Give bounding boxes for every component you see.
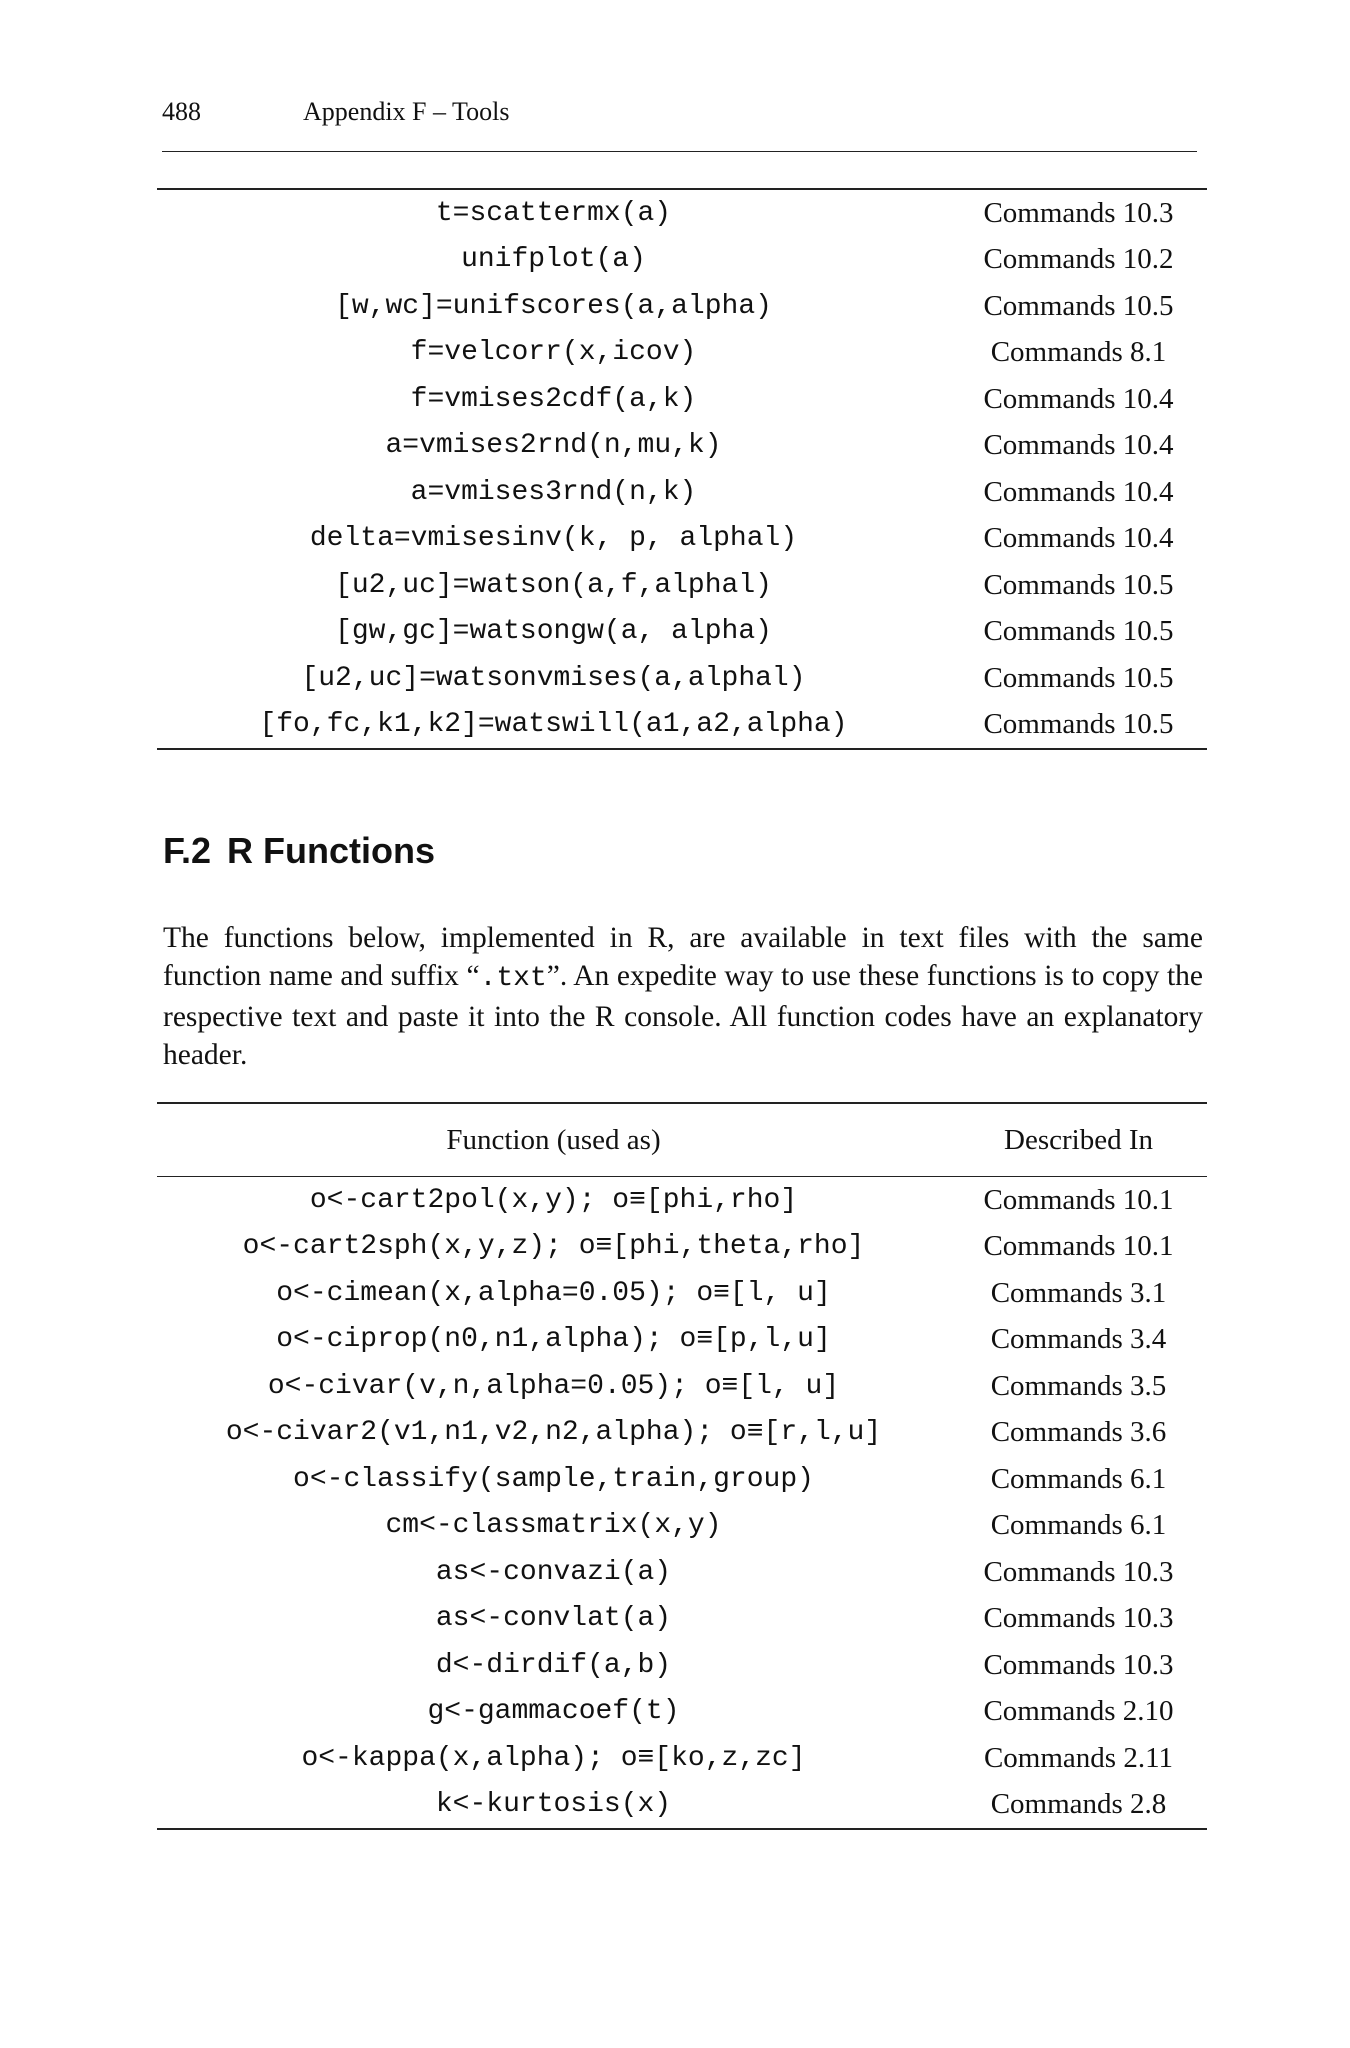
column-header-function: Function (used as) xyxy=(157,1103,950,1177)
function-cell: o<-cart2pol(x,y); o≡[phi,rho] xyxy=(309,1184,798,1216)
section-title: R Functions xyxy=(227,830,436,871)
function-cell: k<-kurtosis(x) xyxy=(435,1789,672,1821)
table-row xyxy=(157,189,1207,237)
function-cell: unifplot(a) xyxy=(461,244,646,276)
page-number: 488 xyxy=(162,97,201,126)
table-row xyxy=(157,376,1207,423)
described-in-cell: Commands 2.8 xyxy=(990,1788,1167,1821)
table-row xyxy=(157,516,1207,563)
table-row xyxy=(157,283,1207,330)
column-header-described-in: Described In xyxy=(950,1103,1207,1177)
described-in-cell: Commands 10.5 xyxy=(983,615,1174,648)
described-in-cell: Commands 10.5 xyxy=(983,289,1174,322)
described-in-cell: Commands 3.5 xyxy=(990,1369,1167,1402)
described-in-cell: Commands 10.2 xyxy=(983,243,1174,276)
function-cell: cm<-classmatrix(x,y) xyxy=(385,1510,722,1542)
function-cell: [u2,uc]=watsonvmises(a,alphal) xyxy=(301,662,806,694)
table-header-row xyxy=(157,1103,1207,1177)
function-cell: d<-dirdif(a,b) xyxy=(435,1649,672,1681)
table-row xyxy=(157,1270,1207,1317)
table-row xyxy=(157,1689,1207,1736)
table-row xyxy=(157,1596,1207,1643)
described-in-cell: Commands 8.1 xyxy=(990,336,1167,369)
table-row xyxy=(157,609,1207,656)
described-in-cell: Commands 3.6 xyxy=(990,1416,1167,1449)
described-in-cell: Commands 10.4 xyxy=(983,382,1174,415)
described-in-cell: Commands 6.1 xyxy=(990,1462,1167,1495)
table-row xyxy=(157,1735,1207,1782)
running-title: Appendix F – Tools xyxy=(303,97,510,126)
table-row xyxy=(157,655,1207,702)
function-cell: g<-gammacoef(t) xyxy=(427,1696,680,1728)
described-in-cell: Commands 10.5 xyxy=(983,568,1174,601)
function-cell: delta=vmisesinv(k, p, alphal) xyxy=(309,523,798,555)
table-row xyxy=(157,237,1207,284)
table-row xyxy=(157,1456,1207,1503)
function-cell: a=vmises2rnd(n,mu,k) xyxy=(385,430,722,462)
described-in-cell: Commands 10.4 xyxy=(983,475,1174,508)
function-cell: o<-cart2sph(x,y,z); o≡[phi,theta,rho] xyxy=(242,1231,865,1263)
table-row xyxy=(157,562,1207,609)
function-cell: as<-convlat(a) xyxy=(435,1603,672,1635)
described-in-cell: Commands 10.3 xyxy=(983,1602,1174,1635)
described-in-cell: Commands 2.10 xyxy=(983,1695,1174,1728)
paragraph-text-2: ”. An expedite way to use these functions is to copy the respective text and paste it into the R console. All function codes have an explanatory header. xyxy=(163,960,1203,1071)
described-in-cell: Commands 3.1 xyxy=(990,1276,1167,1309)
function-cell: [gw,gc]=watsongw(a, alpha) xyxy=(335,616,772,648)
matlab-functions-table xyxy=(157,188,1207,750)
r-functions-table xyxy=(157,1102,1207,1830)
table-row xyxy=(157,1177,1207,1224)
table-row xyxy=(157,469,1207,516)
suffix-code: .txt xyxy=(479,963,547,994)
table-row xyxy=(157,1642,1207,1689)
described-in-cell: Commands 10.3 xyxy=(983,1648,1174,1681)
table-row xyxy=(157,1410,1207,1457)
table-row xyxy=(157,423,1207,470)
function-cell: o<-ciprop(n0,n1,alpha); o≡[p,l,u] xyxy=(276,1324,831,1356)
described-in-cell: Commands 10.4 xyxy=(983,429,1174,462)
function-cell: [u2,uc]=watson(a,f,alphal) xyxy=(335,569,772,601)
table-row xyxy=(157,330,1207,377)
table-row xyxy=(157,1503,1207,1550)
page-header xyxy=(162,97,1197,152)
function-cell: t=scattermx(a) xyxy=(435,197,672,229)
described-in-cell: Commands 10.3 xyxy=(983,1555,1174,1588)
described-in-cell: Commands 6.1 xyxy=(990,1509,1167,1542)
described-in-cell: Commands 10.3 xyxy=(983,196,1174,229)
described-in-cell: Commands 2.11 xyxy=(983,1741,1174,1774)
described-in-cell: Commands 10.1 xyxy=(983,1230,1174,1263)
function-cell: f=velcorr(x,icov) xyxy=(410,337,697,369)
function-cell: [fo,fc,k1,k2]=watswill(a1,a2,alpha) xyxy=(259,709,848,741)
function-cell: [w,wc]=unifscores(a,alpha) xyxy=(335,290,772,322)
described-in-cell: Commands 10.4 xyxy=(983,522,1174,555)
paragraph-text-1: The functions below, implemented in R, are available in text files with the same function name and suffix “ xyxy=(163,922,1203,992)
function-cell: as<-convazi(a) xyxy=(435,1556,672,1588)
table-row xyxy=(157,1782,1207,1830)
function-cell: o<-cimean(x,alpha=0.05); o≡[l, u] xyxy=(276,1277,831,1309)
function-cell: f=vmises2cdf(a,k) xyxy=(410,383,697,415)
table-row xyxy=(157,1317,1207,1364)
table-row xyxy=(157,1224,1207,1271)
described-in-cell: Commands 10.1 xyxy=(983,1183,1174,1216)
intro-paragraph xyxy=(163,919,1203,1074)
function-cell: a=vmises3rnd(n,k) xyxy=(410,476,697,508)
function-cell: o<-classify(sample,train,group) xyxy=(293,1463,814,1495)
function-cell: o<-kappa(x,alpha); o≡[ko,z,zc] xyxy=(301,1742,806,1774)
described-in-cell: Commands 3.4 xyxy=(990,1323,1167,1356)
function-cell: o<-civar2(v1,n1,v2,n2,alpha); o≡[r,l,u] xyxy=(225,1417,882,1449)
function-cell: o<-civar(v,n,alpha=0.05); o≡[l, u] xyxy=(267,1370,840,1402)
described-in-cell: Commands 10.5 xyxy=(983,661,1174,694)
table-row xyxy=(157,702,1207,750)
section-heading xyxy=(163,830,435,872)
table-row xyxy=(157,1549,1207,1596)
described-in-cell: Commands 10.5 xyxy=(983,708,1174,741)
table-row xyxy=(157,1363,1207,1410)
section-number: F.2 xyxy=(163,830,212,871)
